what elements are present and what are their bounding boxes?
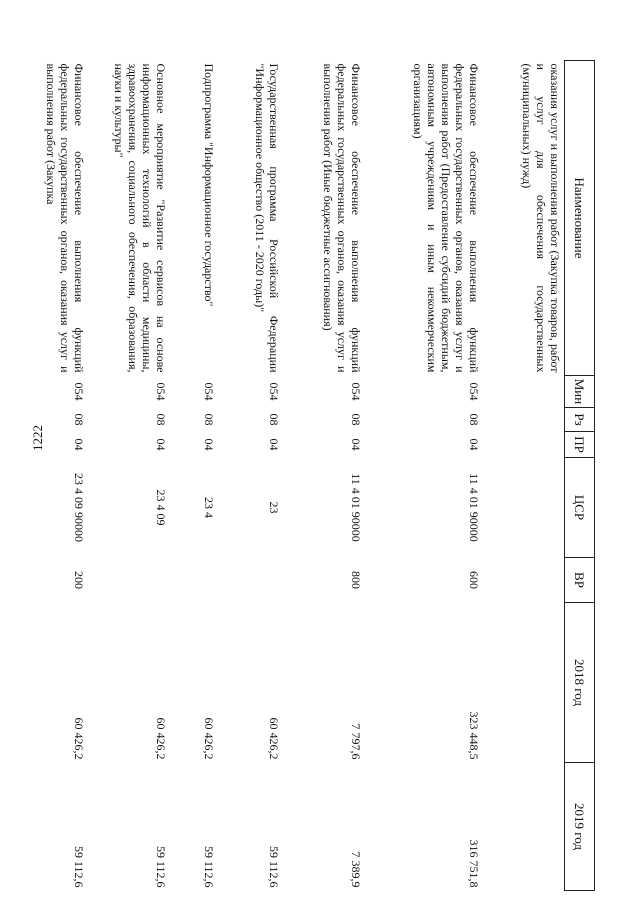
row-name: оказания услуг и выполнения работ (Закупка товаров, работ и услуг для обеспечения государственных (муниципальных) нужд)	[519, 63, 562, 373]
header-vr: ВР	[565, 558, 595, 603]
row-2018: 60 426,2	[202, 717, 217, 760]
row-name: Основное мероприятие "Развитие сервисов на основе информационных технологий в области медицины, здравоохранения, социального обеспечения, образования, науки и культуры"	[112, 63, 169, 373]
row-2019: 59 112,6	[154, 845, 169, 888]
table-row	[484, 61, 565, 891]
table-row	[39, 61, 89, 891]
row-name: Финансовое обеспечение выполнения функций федеральных государственных органов, оказания услуг и выполнения работ (Предоставление субсидий бюджетным, автономным учреждениям и иным некоммерческим организациям)	[410, 63, 482, 373]
row-csr: 23	[267, 501, 282, 514]
row-min: 054	[267, 382, 282, 401]
row-2019: 7 389,9	[349, 851, 364, 888]
row-rz: 08	[467, 413, 482, 426]
row-name: Государственная программа Российской Федерации "Информационное общество (2011 - 2020 годы)"	[253, 63, 282, 373]
rotated-table-wrapper	[44, 60, 595, 890]
table-row	[284, 61, 366, 891]
row-name: Финансовое обеспечение выполнения функций федеральных государственных органов, оказания услуг и выполнения работ (Закупка	[44, 63, 87, 373]
header-name: Наименование	[565, 61, 595, 376]
row-csr: 23 4	[202, 497, 217, 518]
page-number: 1222	[30, 425, 45, 451]
row-rz	[484, 408, 565, 432]
row-csr: 11 4 01 90000	[349, 473, 364, 542]
header-rz: Рз	[565, 408, 595, 432]
table-row	[89, 61, 171, 891]
header-csr: ЦСР	[565, 458, 595, 558]
row-2018: 60 426,2	[267, 717, 282, 760]
header-2018: 2018 год	[565, 603, 595, 763]
row-2018: 7 797,6	[349, 723, 364, 760]
row-min	[484, 376, 565, 408]
row-rz: 08	[202, 413, 217, 426]
row-min: 054	[154, 382, 169, 401]
row-2018	[484, 603, 565, 763]
row-min: 054	[467, 382, 482, 401]
row-pr: 04	[154, 438, 169, 451]
row-vr	[219, 558, 284, 603]
row-min: 054	[349, 382, 364, 401]
row-name: Подпрограмма "Информационное государство"	[202, 63, 217, 307]
row-min: 054	[72, 382, 87, 401]
row-rz: 08	[154, 413, 169, 426]
row-2018: 323 448,5	[467, 711, 482, 760]
header-2019: 2019 год	[565, 763, 595, 891]
row-csr: 23 4 09	[154, 489, 169, 526]
row-name: Финансовое обеспечение выполнения функций федеральных государственных органов, оказания услуг и выполнения работ (Иные бюджетные ассигнования)	[321, 63, 364, 373]
row-rz: 08	[267, 413, 282, 426]
row-2019: 59 112,6	[202, 845, 217, 888]
row-pr: 04	[267, 438, 282, 451]
row-2018: 60 426,2	[72, 717, 87, 760]
row-rz: 08	[72, 413, 87, 426]
row-vr	[89, 558, 171, 603]
row-pr: 04	[72, 438, 87, 451]
row-2018: 60 426,2	[154, 717, 169, 760]
row-vr: 800	[349, 571, 364, 589]
table-row	[219, 61, 284, 891]
row-csr	[484, 458, 565, 558]
row-csr: 11 4 01 90000	[467, 473, 482, 542]
row-2019: 59 112,6	[72, 845, 87, 888]
table-row	[366, 61, 484, 891]
row-vr	[171, 558, 219, 603]
row-pr: 04	[202, 438, 217, 451]
row-vr: 600	[467, 571, 482, 589]
header-pr: ПР	[565, 432, 595, 458]
row-min: 054	[202, 382, 217, 401]
row-2019	[484, 763, 565, 891]
budget-table	[39, 60, 596, 891]
row-2019: 59 112,6	[267, 845, 282, 888]
row-pr: 04	[467, 438, 482, 451]
table-row	[171, 61, 219, 891]
header-min: Мин	[565, 376, 595, 408]
row-vr	[484, 558, 565, 603]
row-2019: 316 751,8	[467, 839, 482, 888]
row-vr: 200	[72, 571, 87, 589]
table-header-row	[565, 61, 595, 891]
row-pr	[484, 432, 565, 458]
row-csr: 23 4 09 90000	[72, 473, 87, 542]
row-rz: 08	[349, 413, 364, 426]
row-pr: 04	[349, 438, 364, 451]
